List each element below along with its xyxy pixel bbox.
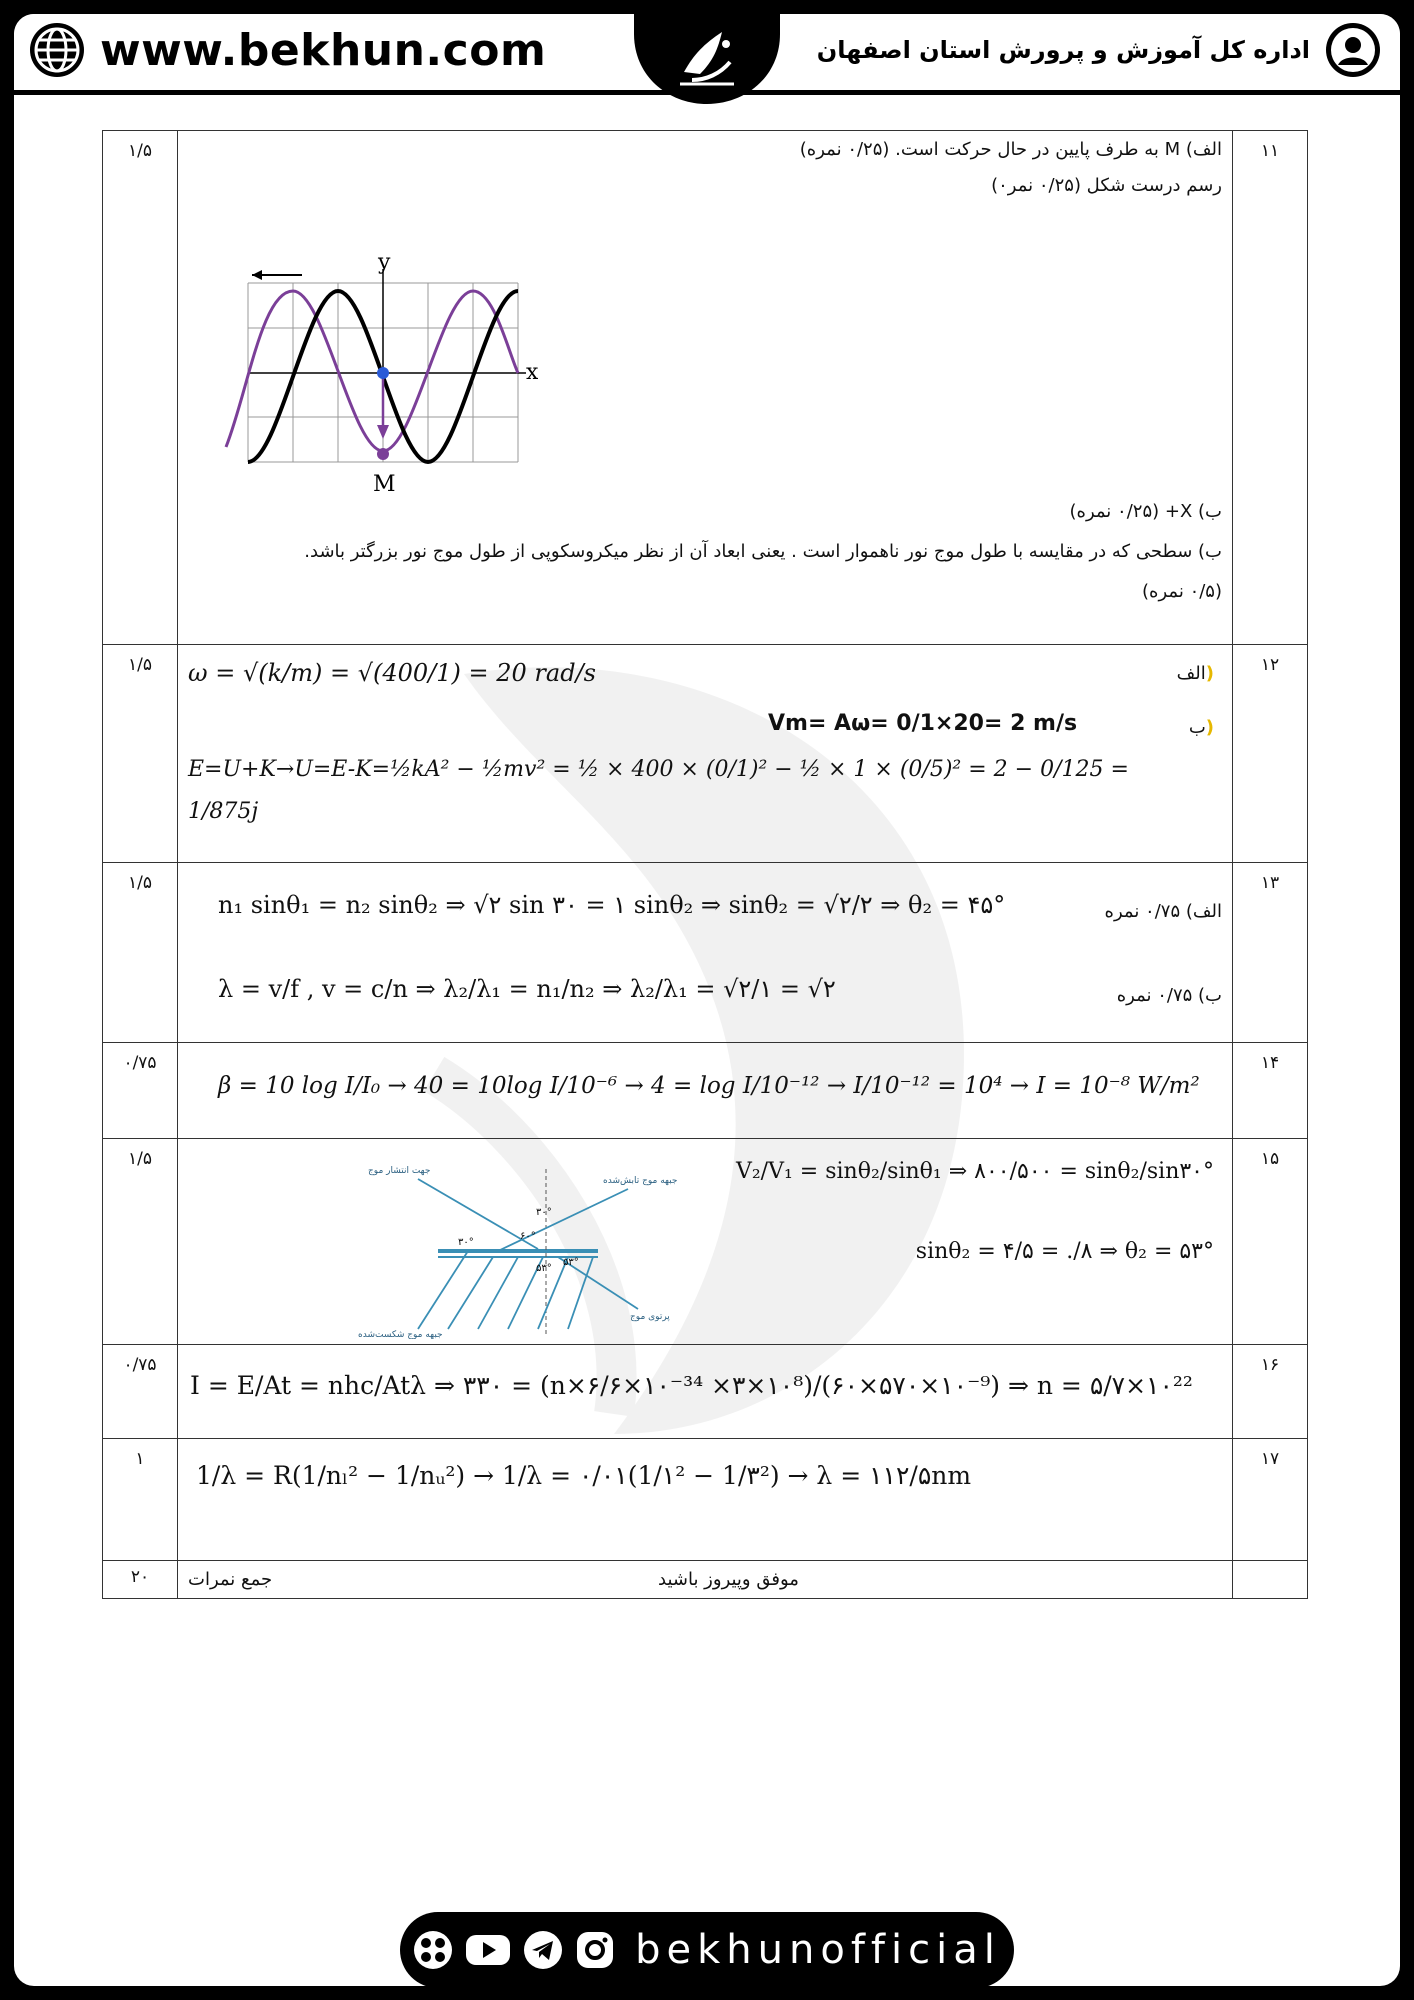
score-cell: ۱: [103, 1439, 178, 1561]
question-number: ۱۵: [1233, 1139, 1308, 1345]
table-row: [103, 1043, 1308, 1139]
fig-label-ray: پرتوی موج: [630, 1312, 670, 1322]
question-number: ۱۴: [1233, 1043, 1308, 1139]
answer-cell: [178, 645, 1233, 863]
answer-cell: [178, 863, 1233, 1043]
table-row: [103, 1345, 1308, 1439]
table-row: [103, 131, 1308, 645]
fig-label-propagation: جهت انتشار موج: [368, 1166, 431, 1176]
table-row: [103, 1439, 1308, 1561]
fig-angle-1: ۳۰°: [458, 1237, 474, 1248]
q15-eq2: sinθ₂ = ۴/۵ = ./۸ ⇒ θ₂ = ۵۳°: [915, 1239, 1214, 1264]
table-row: [103, 1139, 1308, 1345]
score-cell: ۰/۷۵: [103, 1345, 178, 1439]
fig-angle-3: ۳۰°: [536, 1207, 552, 1218]
q12-label-a: (الف: [1176, 663, 1214, 684]
good-luck-text: موفق وپیروز باشید: [658, 1569, 799, 1590]
telegram-icon[interactable]: [523, 1930, 563, 1970]
question-number: ۱۱: [1233, 131, 1308, 645]
q13-label-a: الف) ۰/۷۵ نمره: [1104, 901, 1222, 922]
answer-sheet: [14, 14, 1400, 1986]
fig-angle-5: ۵۳°: [563, 1257, 579, 1268]
department: [817, 20, 1382, 80]
score-cell: ۱/۵: [103, 131, 178, 645]
table-row: [103, 863, 1308, 1043]
department-name: اداره کل آموزش و پرورش استان اصفهان: [816, 36, 1310, 64]
q12-energy-result: 1/875j: [188, 799, 259, 824]
axis-x-label: x: [526, 360, 538, 385]
bekhun-logo: [634, 14, 780, 104]
score-cell: ۰/۷۵: [103, 1043, 178, 1139]
q13-eq-a: n₁ sinθ₁ = n₂ sinθ₂ ⇒ √۲ sin ۳۰ = ۱ sinθ₂ ⇒ sinθ₂ = √۲/۲ ⇒ θ₂ = ۴۵°: [218, 891, 1006, 919]
table-row: [103, 645, 1308, 863]
question-number: ۱۲: [1233, 645, 1308, 863]
page-header: [14, 14, 1400, 95]
q12-label-b: (ب: [1188, 717, 1214, 738]
answer-cell: [178, 131, 1233, 645]
q11-line-b2: ب) سطحی که در مقایسه با طول موج نور ناهموار است . یعنی ابعاد آن از نظر میکروسکوپی از طول موج نور بزرگتر باشد.: [304, 541, 1222, 562]
answer-cell: [178, 1043, 1233, 1139]
globe-icon: [28, 21, 86, 79]
q11-line-b1: ب) X+ (۰/۲۵ نمره): [1069, 501, 1222, 522]
score-cell: ۱/۵: [103, 1139, 178, 1345]
refraction-figure: [358, 1159, 738, 1339]
answer-cell: [178, 1439, 1233, 1561]
q13-eq-b: λ = v/f , v = c/n ⇒ λ₂/λ₁ = n₁/n₂ ⇒ λ₂/λ₁ = √۲/۱ = √۲: [218, 975, 836, 1003]
answer-cell: [178, 1139, 1233, 1345]
question-number: ۱۳: [1233, 863, 1308, 1043]
q13-label-b: ب) ۰/۷۵ نمره: [1116, 985, 1222, 1006]
q11-line-b3: (۰/۵ نمره): [1142, 581, 1222, 602]
question-number: ۱۷: [1233, 1439, 1308, 1561]
social-handle[interactable]: bekhunofficial: [635, 1927, 1001, 1973]
empty-number-cell: [1233, 1561, 1308, 1599]
user-icon: [1324, 21, 1382, 79]
score-cell: ۱/۵: [103, 863, 178, 1043]
total-score: ۲۰: [103, 1561, 178, 1599]
q16-eq: I = E/At = nhc/Atλ ⇒ ۳۳۰ = (n×۶/۶×۱۰⁻³⁴ ×۳×۱۰⁸)/(۶۰×۵۷۰×۱۰⁻⁹) ⇒ n = ۵/۷×۱۰²²: [190, 1371, 1193, 1400]
q17-eq: 1/λ = R(1/nₗ² − 1/nᵤ²) → 1/λ = ۰/۰۱(1/۱² − 1/۳²) → λ = ۱۱۲/۵nm: [196, 1461, 972, 1490]
score-cell: ۱/۵: [103, 645, 178, 863]
q11-line-draw: رسم درست شکل (۰/۲۵ نمر۰): [991, 175, 1222, 196]
instagram-icon[interactable]: [575, 1930, 615, 1970]
q15-eq1: V₂/V₁ = sinθ₂/sinθ₁ ⇒ ۸۰۰/۵۰۰ = sinθ₂/sin۳۰°: [735, 1159, 1214, 1184]
total-label: جمع نمرات: [188, 1569, 273, 1590]
wave-figure: [218, 251, 538, 501]
site-url[interactable]: www.bekhun.com: [100, 24, 547, 76]
fig-label-refracted: جبهه موج شکست‌شده: [358, 1330, 443, 1339]
total-cell: [178, 1561, 1233, 1599]
q12-omega: ω = √(k/m) = √(400/1) = 20 rad/s: [188, 659, 596, 687]
social-footer[interactable]: [400, 1912, 1014, 1986]
fig-angle-2: ۶۰°: [520, 1231, 536, 1242]
site-link[interactable]: [28, 20, 546, 80]
q12-energy: E=U+K→U=E-K=½kA² − ½mv² = ½ × 400 × (0/1)² − ½ × 1 × (0/5)² = 2 − 0/125 =: [188, 757, 1129, 782]
youtube-icon[interactable]: [465, 1930, 511, 1970]
aparat-icon[interactable]: [413, 1930, 453, 1970]
q11-line-a: الف) M به طرف پایین در حال حرکت است. (۰/۲۵ نمره): [799, 139, 1222, 160]
point-m-label: M: [373, 472, 396, 497]
fig-angle-4: ۵۳°: [536, 1263, 552, 1274]
question-number: ۱۶: [1233, 1345, 1308, 1439]
fig-label-incident: جبهه موج تابش‌شده: [603, 1176, 678, 1186]
axis-y-label: y: [378, 251, 391, 275]
total-row: [103, 1561, 1308, 1599]
answer-table: [102, 130, 1308, 1599]
answer-cell: [178, 1345, 1233, 1439]
q12-vm: Vm= Aω= 0/1×20= 2 m/s: [768, 711, 1078, 736]
q14-eq: β = 10 log I/I₀ → 40 = 10log I/10⁻⁶ → 4 = log I/10⁻¹² → I/10⁻¹² = 10⁴ → I = 10⁻⁸ W/m²: [218, 1073, 1200, 1099]
